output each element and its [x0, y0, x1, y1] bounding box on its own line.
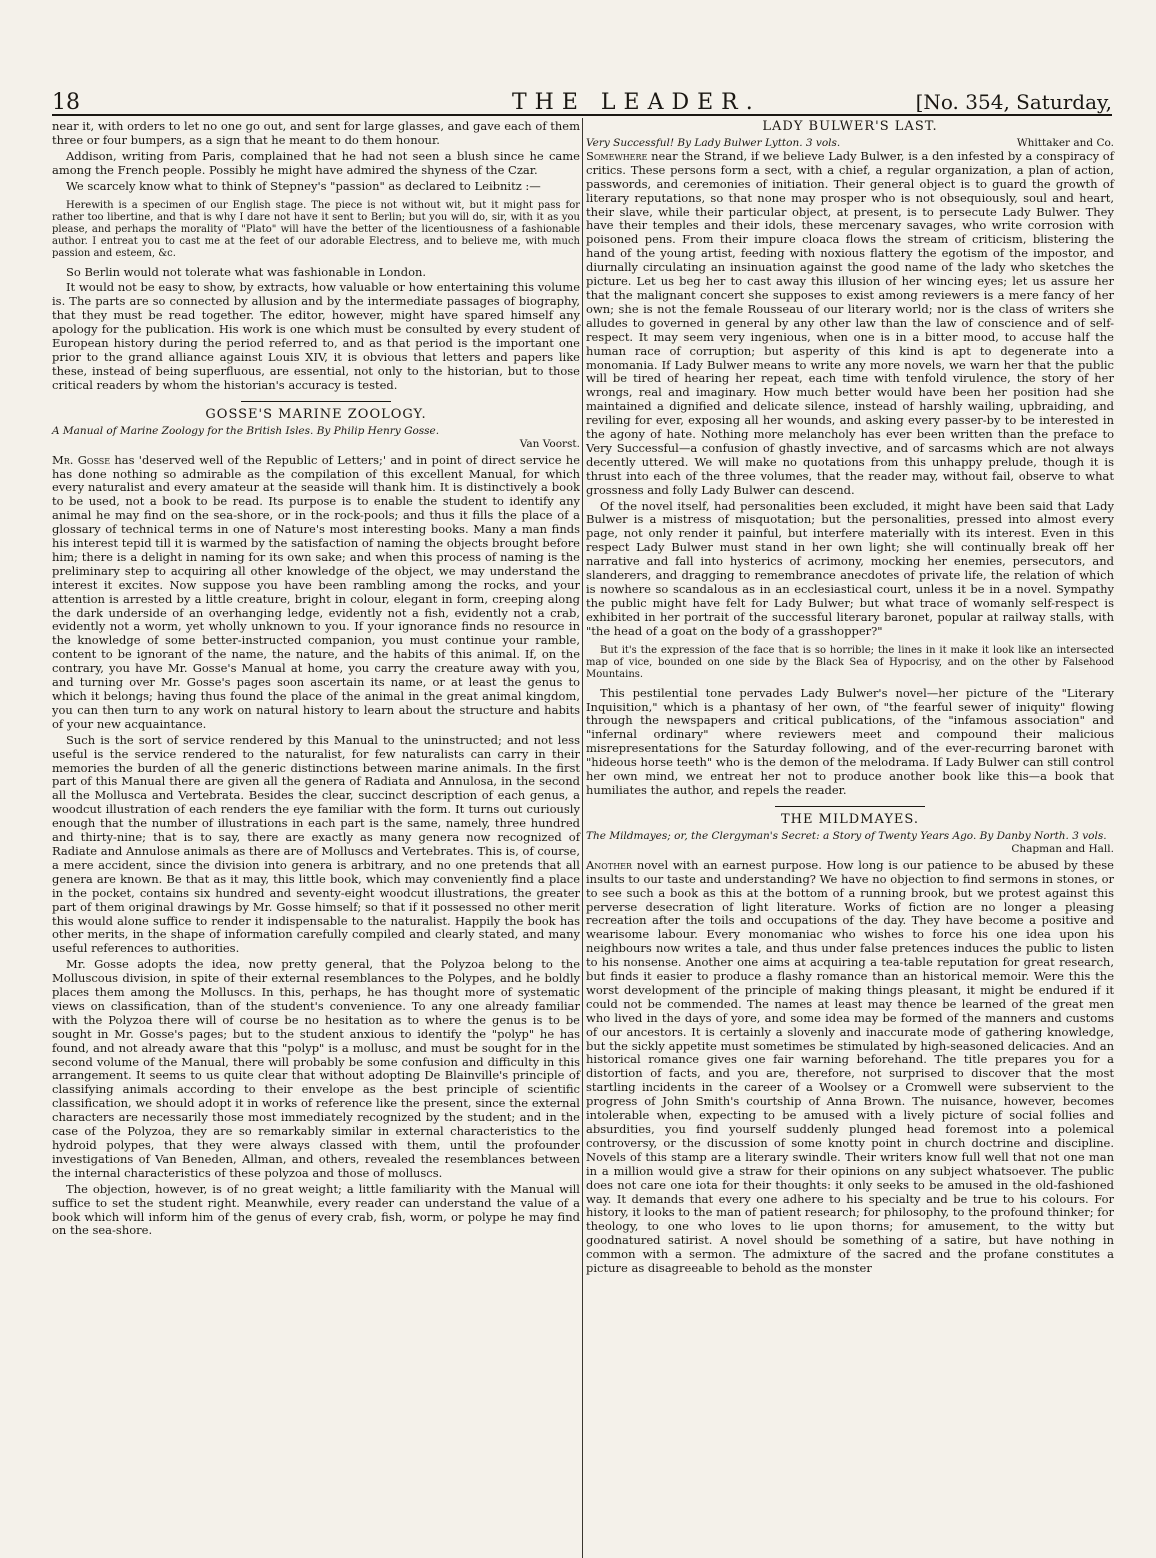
masthead: THE LEADER.: [512, 90, 761, 115]
article-byline: [586, 137, 1114, 149]
column-divider: [582, 118, 583, 1558]
article-publisher: Whittaker and Co.: [1016, 136, 1114, 149]
byline-text: A Manual of Marine Zoology for the British Isles. By Philip Henry Gosse.: [52, 424, 440, 437]
header-rule: [52, 114, 1112, 116]
left-column: [52, 120, 580, 1240]
paragraph: [52, 454, 580, 732]
paragraph: The objection, however, is of no great weight; a little familiarity with the Manual will suffice to set the student right. Meanwhile, every reader can understand the value of a book which will inform him of the genus of every crab, fish, worm, or polype he may find on the sea-shore.: [52, 1181, 580, 1238]
article-publisher: Van Voorst.: [519, 437, 580, 450]
article-byline: [52, 425, 580, 437]
issue-info: [No. 354, Saturday,: [915, 90, 1112, 114]
page-header: [52, 86, 1112, 116]
paragraph-text: has 'deserved well of the Republic of Letters;' and in point of direct service he has done nothing so admirable as the compilation of this excellent Manual, for which every naturalist and every amateur at the seaside will thank him. It is distinctively a book to be used, not a book to be read. Its purpose is to enable the student to identify any animal he may find on the sea-shore, or in the rock-pools; and thus it fills the place of a glossary of technical terms in one of Nature's most interesting books. Many a man finds his interest tepid till it is warmed by the satisfaction of naming the objects brought before him; there is a delight in naming for its own sake; and when this process of naming is the preliminary step to acquiring all other knowledge of the object, we may understand the interest it excites. Now suppose you have been rambling among the rocks, and your attention is arrested by a little creature, bright in colour, elegant in form, creeping along the dark underside of an overhanging ledge, evidently not a fish, evidently not a crab, evidently not a worm, yet wholly unknown to you. If your ignorance finds no resource in the knowledge of some better-instructed companion, you must continue your ramble, content to be ignorant of the name, the nature, and the habits of this animal. If, on the contrary, you have Mr. Gosse's Manual at home, you carry the creature away with you, and turning over Mr. Gosse's pages soon ascertain its name, or at least the genus to which it belongs; having thus found the place of the animal in the great animal kingdom, you can then turn to any work on natural history to learn about the structure and habits of your new acquaintance.: [52, 452, 580, 731]
paragraph: Of the novel itself, had personalities been excluded, it might have been said that Lady Bulwer is a mistress of misquotation; but the personalities, pressed into almost every page, not only render it painful, but interfere materially with its interest. Even in this respect Lady Bulwer must stand in her own light; she will continually break off her narrative and fall into hysterics of acrimony, mocking her enemies, persecutors, and slanderers, and dragging to remembrance anecdotes of private life, the relation of which is nowhere so scandalous as in an ecclesiastical court, unless it be in a novel. Sympathy the public might have felt for Lady Bulwer; but what trace of womanly self-respect is exhibited in her portrait of the successful literary baronet, popular at railway stalls, with "the head of a goat on the body of a grasshopper?": [586, 498, 1114, 638]
block-quote: Herewith is a specimen of our English stage. The piece is not without wit, but it might pass for rather too libertine, and that is why I dare not have it sent to Berlin; but you will do, sir, with it as you please, and perhaps the morality of "Plato" will have the better of the licentiousness of a fashionable author. I entreat you to cast me at the feet of our adorable Electress, and to believe me, with much passion and esteem, &c.: [52, 199, 580, 259]
right-column: [586, 120, 1114, 1278]
paragraph: Such is the sort of service rendered by this Manual to the uninstructed; and not less useful is the service rendered to the naturalist, for few naturalists can carry in their memories the burden of all the generic distinctions between marine animals. In the first part of this Manual there are given all the genera of Radiata and Annulosa, in the second all the Mollusca and Vertebrata. Besides the clear, succinct description of each genus, a woodcut illustration of each renders the eye familiar with the form. It turns out curiously enough that the number of illustrations in each part is the same, namely, three hundred and thirty-nine; that is to say, there are exactly as many genera now recognized of Radiate and Annulose animals as there are of Molluscs and Vertebrates. This is, of course, a mere accident, since the division into genera is arbitrary, and no one pretends that all genera are known. Be that as it may, this little book, which may conveniently find a place in the pocket, contains six hundred and seventy-eight woodcut illustrations, the greater part of them original drawings by Mr. Gosse himself; so that if it possessed no other merit this would alone suffice to render it indispensable to the naturalist. Happily the book has other merits, in the shape of information carefully compiled and clearly stated, and many useful references to authorities.: [52, 732, 580, 956]
paragraph: [586, 859, 1114, 1276]
paragraph-text: novel with an earnest purpose. How long is our patience to be abused by these insults to our taste and understanding? We have no objection to find sermons in stones, or to see such a book as this at the bottom of a running brook, but we protest against this perverse desecration of light literature. Works of fiction are no longer a pleasing recreation after the toils and occupations of the day. They have become a positive and wearisome labour. Every monomaniac who wishes to force his one idea upon his neighbours now writes a tale, and thus under false pretences induces the public to listen to his nonsense. Another one aims at acquiring a tea-table reputation for great research, but finds it easier to produce a flashy romance than an historical memoir. Were this the worst development of the principle of making things pleasant, it might be endured if it could not be commended. The names at least may thence be learned of the great men who lived in the days of yore, and some idea may be formed of the manners and customs of our ancestors. It is certainly a slovenly and inaccurate mode of gathering knowledge, but the sickly appetite must sometimes be stimulated by high-seasoned delicacies. And an historical romance gives one fair warning beforehand. The title prepares you for a distortion of facts, and you are, therefore, not surprised to discover that the most startling incidents in the career of a Woolsey or a Cromwell were subservient to the progress of John Smith's courtship of Anna Brown. The nuisance, however, becomes intolerable when, expecting to be amused with a lively picture of social follies and absurdities, you find yourself suddenly plunged head foremost into a polemical controversy, or the discussion of some knotty point in church doctrine and discipline. Novels of this stamp are a literary swindle. Their writers know full well that not one man in a million would give a straw for their opinions on any subject whatsoever. The public does not care one iota for their thoughts: it only seeks to be amused in the old-fashioned way. It demands that every one adhere to his specialty and be true to his colours. For history, it looks to the man of patient research; for philosophy, to the profound thinker; for theology, to one who loves to lie upon thorns; for amusement, to the witty but goodnatured satirist. A novel should be something of a satire, but have nothing in common with a sermon. The admixture of the sacred and the profane constitutes a picture as disagreeable to behold as the monster: [586, 857, 1114, 1276]
paragraph: It would not be easy to show, by extracts, how valuable or how entertaining this volume is. The parts are so connected by allusion and by the intermediate passages of biography, that they must be read together. The editor, however, might have spared himself any apology for the publication. His work is one which must be consulted by every student of European history during the period referred to, and as that period is the important one prior to the grand alliance against Louis XIV, it is obvious that letters and papers like these, instead of being superfluous, are essential, not only to the historian, but to those critical readers by whom the historian's accuracy is tested.: [52, 280, 580, 392]
block-quote: But it's the expression of the face that is so horrible; the lines in it make it look like an intersected map of vice, bounded on one side by the Black Sea of Hypocrisy, and on the other by Falsehood Mountains.: [586, 644, 1114, 680]
paragraph: So Berlin would not tolerate what was fashionable in London.: [66, 264, 427, 279]
byline-text: The Mildmayes; or, the Clergyman's Secret: a Story of Twenty Years Ago. By Danby North. 3 vols.: [586, 829, 1107, 842]
paragraph: This pestilential tone pervades Lady Bulwer's novel—her picture of the "Literary Inquisition," which is a phantasy of her own, of "the fearful sewer of iniquity" flowing through the newspapers and critical publications, of the "infamous association" and "infernal ordinary" where reviewers meet and compound their malicious misrepresentations for the Saturday following, and of the ever-recurring baronet with "hideous horse teeth" who is the demon of the melodrama. If Lady Bulwer can still control her own mind, we entreat her not to produce another book like this—a book that humiliates the author, and repels the reader.: [586, 685, 1114, 797]
paragraph: Addison, writing from Paris, complained that he had not seen a blush since he came among the French people. Possibly he might have admired the shyness of the Czar.: [52, 148, 580, 177]
paragraph-text: near the Strand, if we believe Lady Bulwer, is a den infested by a conspiracy of critics. These persons form a sect, with a chief, a regular organization, a plan of action, passwords, and ceremonies of initiation. Their general object is to guard the growth of literary reputations, so that none may prosper who is not obsequiously, soul and heart, their slave, while their particular object, at present, is to persecute Lady Bulwer. They have their temples and their idols, these mercenary savages, who write corrosion with poisoned pens. From their impure cloaca flows the stream of criticism, blistering the hand of the young artist, feeding with noxious flattery the egotism of the impostor, and diurnally circulating an insinuation against the good name of the lady who sketches the picture. Let us beg her to cast away this illusion of her wincing eyes; let us assure her that the malignant concert she supposes to exist among reviewers is a mere fancy of her own; she is not the female Rousseau of our literary world; nor is the class of writers she alludes to governed in general by any other law than the law of conscience and of self-respect. It may seem very ingenious, when one is in a bitter mood, to accuse half the human race of corruption; but asperity of this kind is apt to degenerate into a monomania. If Lady Bulwer means to write any more novels, we warn her that the public will be tired of hearing her repeat, each time with tenfold virulence, the story of her wrongs, real and imaginary. How much better would have been her position had she maintained a dignified and delicate silence, instead of harshly wailing, upbraiding, and reviling for ever, exposing all her wounds, and asking every passer-by to be interested in the agony of hate. Nothing more melancholy has ever been written than the preface to Very Successful—a confusion of ghastly invective, and of sarcasms which are not always decently uttered. We will make no quotations from this unhappy prelude, though it is thrust into each of the three volumes, that the reader may, without fail, observe to what grossness and folly Lady Bulwer can descend.: [586, 148, 1114, 497]
article-publisher: Chapman and Hall.: [1011, 842, 1114, 855]
paragraph: near it, with orders to let no one go out, and sent for large glasses, and gave each of them three or four bumpers, as a sign that he meant to do them honour.: [52, 119, 580, 147]
paragraph: Mr. Gosse adopts the idea, now pretty general, that the Polyzoa belong to the Molluscous division, in spite of their external resemblances to the Polypes, and he boldly places them among the Molluscs. In this, perhaps, he has thought more of systematic views on classification, than of the student's convenience. To any one already familiar with the Polyzoa there will of course be no hesitation as to where the genus is to be sought in Mr. Gosse's pages; but to the student anxious to identify the "polyp" he has found, and not already aware that this "polyp" is a mollusc, and must be sought for in the second volume of the Manual, there will probably be some confusion and difficulty in this arrangement. It seems to us quite clear that without adopting De Blainville's principle of classifying animals according to their envelope as the best principle of scientific classification, we should adopt it in works of reference like the present, since the external characters are necessarily those most immediately recognized by the student; and in the case of the Polyzoa, they are so remarkably similar in external characteristics to the hydroid polypes, that they were always classed with them, until the profounder investigations of Van Beneden, Allman, and others, revealed the resemblances between the internal characteristics of these polyzoa and those of molluscs.: [52, 957, 580, 1180]
section-rule: [775, 806, 925, 807]
paragraph: We scarcely know what to think of Stepney's "passion" as declared to Leibnitz :—: [66, 178, 541, 193]
lead-words: Mr. Gosse: [52, 452, 111, 467]
article-title: LADY BULWER'S LAST.: [762, 119, 938, 134]
section-rule: [241, 401, 391, 402]
article-title: THE MILDMAYES.: [781, 811, 919, 827]
page-number: 18: [52, 90, 80, 115]
byline-text: Very Successful! By Lady Bulwer Lytton. 3 vols.: [586, 136, 841, 149]
lead-words: Somewhere: [586, 148, 648, 163]
article-byline: [586, 830, 1114, 842]
lead-words: Another: [586, 857, 633, 872]
article-title: GOSSE'S MARINE ZOOLOGY.: [205, 406, 427, 422]
paragraph: [586, 150, 1114, 498]
